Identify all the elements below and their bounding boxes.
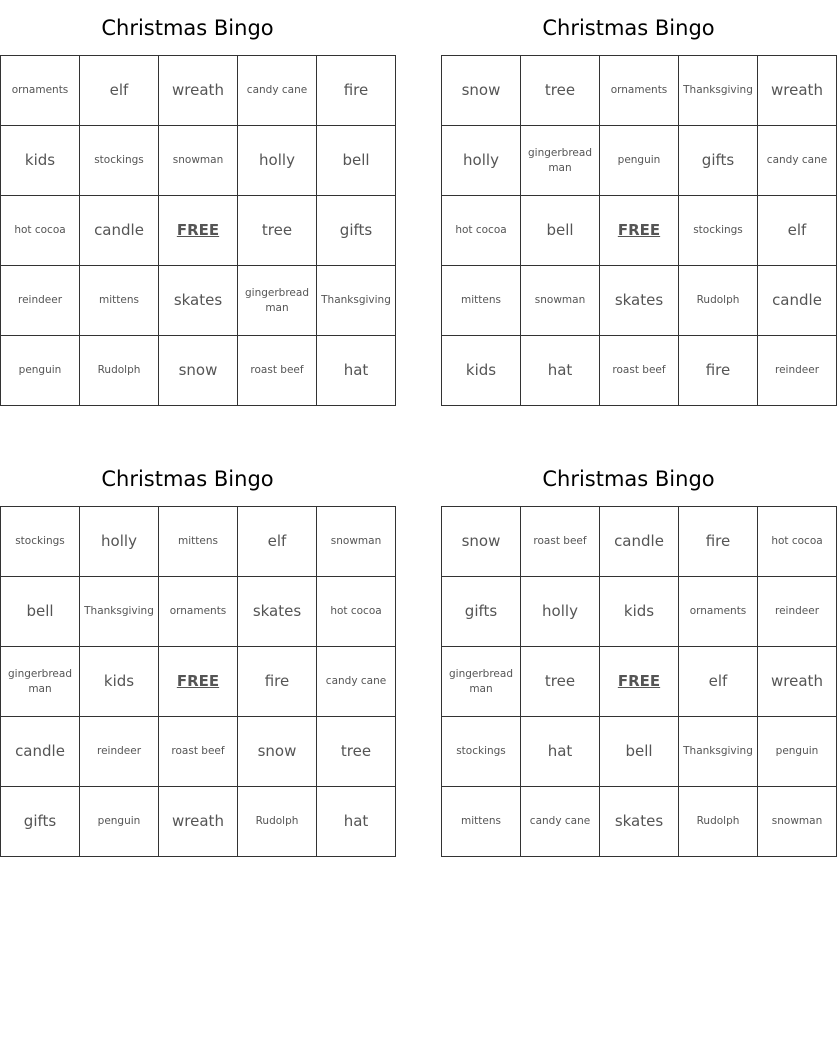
grid-row	[1, 577, 396, 647]
bingo-cell: candy cane	[317, 647, 396, 717]
bingo-cell: snowman	[521, 266, 600, 336]
free-space: FREE	[159, 196, 238, 266]
bingo-cell: candy cane	[758, 126, 837, 196]
bingo-cell: tree	[317, 717, 396, 787]
bingo-cell: reindeer	[758, 577, 837, 647]
bingo-cell: gingerbread man	[521, 126, 600, 196]
bingo-cell: bell	[600, 717, 679, 787]
bingo-cell: roast beef	[159, 717, 238, 787]
bingo-cell: Rudolph	[238, 787, 317, 857]
bingo-cell: Thanksgiving	[80, 577, 159, 647]
bingo-cell: gifts	[1, 787, 80, 857]
bingo-cell: mittens	[80, 266, 159, 336]
bingo-cell: kids	[80, 647, 159, 717]
grid-row	[1, 717, 396, 787]
bingo-cell: hat	[317, 336, 396, 406]
bingo-cell: ornaments	[159, 577, 238, 647]
bingo-cell: bell	[521, 196, 600, 266]
bingo-cell: Rudolph	[679, 266, 758, 336]
bingo-cell: stockings	[679, 196, 758, 266]
bingo-cell: kids	[1, 126, 80, 196]
grid-row	[1, 196, 396, 266]
bingo-cell: snowman	[159, 126, 238, 196]
grid-row	[442, 717, 837, 787]
grid-row	[1, 126, 396, 196]
grid-row	[1, 266, 396, 336]
bingo-cell: roast beef	[600, 336, 679, 406]
bingo-cell: roast beef	[238, 336, 317, 406]
bingo-cell: tree	[521, 56, 600, 126]
bingo-cell: stockings	[80, 126, 159, 196]
card-title: Christmas Bingo	[542, 16, 715, 40]
bingo-cell: roast beef	[521, 507, 600, 577]
grid-row	[442, 196, 837, 266]
bingo-cell: stockings	[1, 507, 80, 577]
bingo-cell: kids	[600, 577, 679, 647]
card-title: Christmas Bingo	[101, 467, 274, 491]
bingo-cell: fire	[679, 336, 758, 406]
bingo-cell: hat	[521, 717, 600, 787]
bingo-cell: gingerbread man	[442, 647, 521, 717]
bingo-cell: holly	[80, 507, 159, 577]
bingo-cell: elf	[238, 507, 317, 577]
bingo-cell: fire	[679, 507, 758, 577]
bingo-cell: wreath	[758, 56, 837, 126]
bingo-grid	[0, 506, 396, 857]
bingo-cell: skates	[238, 577, 317, 647]
bingo-cell: skates	[600, 266, 679, 336]
bingo-cell: tree	[238, 196, 317, 266]
card-title: Christmas Bingo	[542, 467, 715, 491]
grid-row	[1, 647, 396, 717]
bingo-cell: kids	[442, 336, 521, 406]
grid-row	[442, 507, 837, 577]
bingo-cell: Thanksgiving	[317, 266, 396, 336]
free-space: FREE	[159, 647, 238, 717]
bingo-cell: elf	[679, 647, 758, 717]
bingo-cell: ornaments	[600, 56, 679, 126]
grid-row	[1, 336, 396, 406]
bingo-cell: fire	[238, 647, 317, 717]
grid-row	[442, 647, 837, 717]
grid-row	[1, 56, 396, 126]
grid-row	[442, 266, 837, 336]
bingo-cell: snow	[442, 507, 521, 577]
bingo-cell: elf	[758, 196, 837, 266]
bingo-cell: hot cocoa	[317, 577, 396, 647]
bingo-cell: Rudolph	[679, 787, 758, 857]
free-space: FREE	[600, 196, 679, 266]
bingo-cell: snowman	[317, 507, 396, 577]
grid-row	[442, 56, 837, 126]
bingo-cell: gifts	[679, 126, 758, 196]
bingo-cell: snowman	[758, 787, 837, 857]
grid-row	[442, 126, 837, 196]
grid-row	[1, 787, 396, 857]
grid-row	[442, 577, 837, 647]
bingo-cell: gifts	[442, 577, 521, 647]
bingo-cell: hot cocoa	[1, 196, 80, 266]
bingo-cell: stockings	[442, 717, 521, 787]
bingo-cell: candle	[80, 196, 159, 266]
bingo-cell: gifts	[317, 196, 396, 266]
bingo-cell: penguin	[600, 126, 679, 196]
bingo-grid	[0, 55, 396, 406]
bingo-cell: bell	[1, 577, 80, 647]
bingo-cell: candle	[1, 717, 80, 787]
bingo-cell: candy cane	[521, 787, 600, 857]
bingo-cell: hot cocoa	[758, 507, 837, 577]
bingo-cell: elf	[80, 56, 159, 126]
free-space: FREE	[600, 647, 679, 717]
bingo-cell: reindeer	[1, 266, 80, 336]
bingo-cell: holly	[521, 577, 600, 647]
grid-row	[442, 336, 837, 406]
grid-row	[442, 787, 837, 857]
bingo-cell: candle	[758, 266, 837, 336]
bingo-grid	[441, 506, 837, 857]
bingo-cell: candle	[600, 507, 679, 577]
bingo-cell: penguin	[1, 336, 80, 406]
bingo-cell: candy cane	[238, 56, 317, 126]
bingo-cell: mittens	[442, 787, 521, 857]
bingo-cell: fire	[317, 56, 396, 126]
bingo-cell: wreath	[758, 647, 837, 717]
bingo-cell: Thanksgiving	[679, 56, 758, 126]
bingo-grid	[441, 55, 837, 406]
bingo-cell: skates	[600, 787, 679, 857]
bingo-cell: Thanksgiving	[679, 717, 758, 787]
bingo-cell: snow	[159, 336, 238, 406]
bingo-cell: ornaments	[1, 56, 80, 126]
bingo-cell: reindeer	[80, 717, 159, 787]
bingo-cell: mittens	[159, 507, 238, 577]
bingo-cell: ornaments	[679, 577, 758, 647]
bingo-cell: holly	[238, 126, 317, 196]
bingo-cell: reindeer	[758, 336, 837, 406]
bingo-cell: skates	[159, 266, 238, 336]
bingo-cell: hat	[521, 336, 600, 406]
bingo-cell: holly	[442, 126, 521, 196]
bingo-cell: wreath	[159, 787, 238, 857]
bingo-cell: hot cocoa	[442, 196, 521, 266]
bingo-cell: tree	[521, 647, 600, 717]
bingo-cell: snow	[238, 717, 317, 787]
bingo-cell: gingerbread man	[238, 266, 317, 336]
bingo-cell: penguin	[80, 787, 159, 857]
bingo-cell: penguin	[758, 717, 837, 787]
card-title: Christmas Bingo	[101, 16, 274, 40]
bingo-cell: gingerbread man	[1, 647, 80, 717]
bingo-cell: Rudolph	[80, 336, 159, 406]
bingo-cell: hat	[317, 787, 396, 857]
bingo-cell: wreath	[159, 56, 238, 126]
bingo-cell: bell	[317, 126, 396, 196]
grid-row	[1, 507, 396, 577]
bingo-cell: mittens	[442, 266, 521, 336]
bingo-cell: snow	[442, 56, 521, 126]
